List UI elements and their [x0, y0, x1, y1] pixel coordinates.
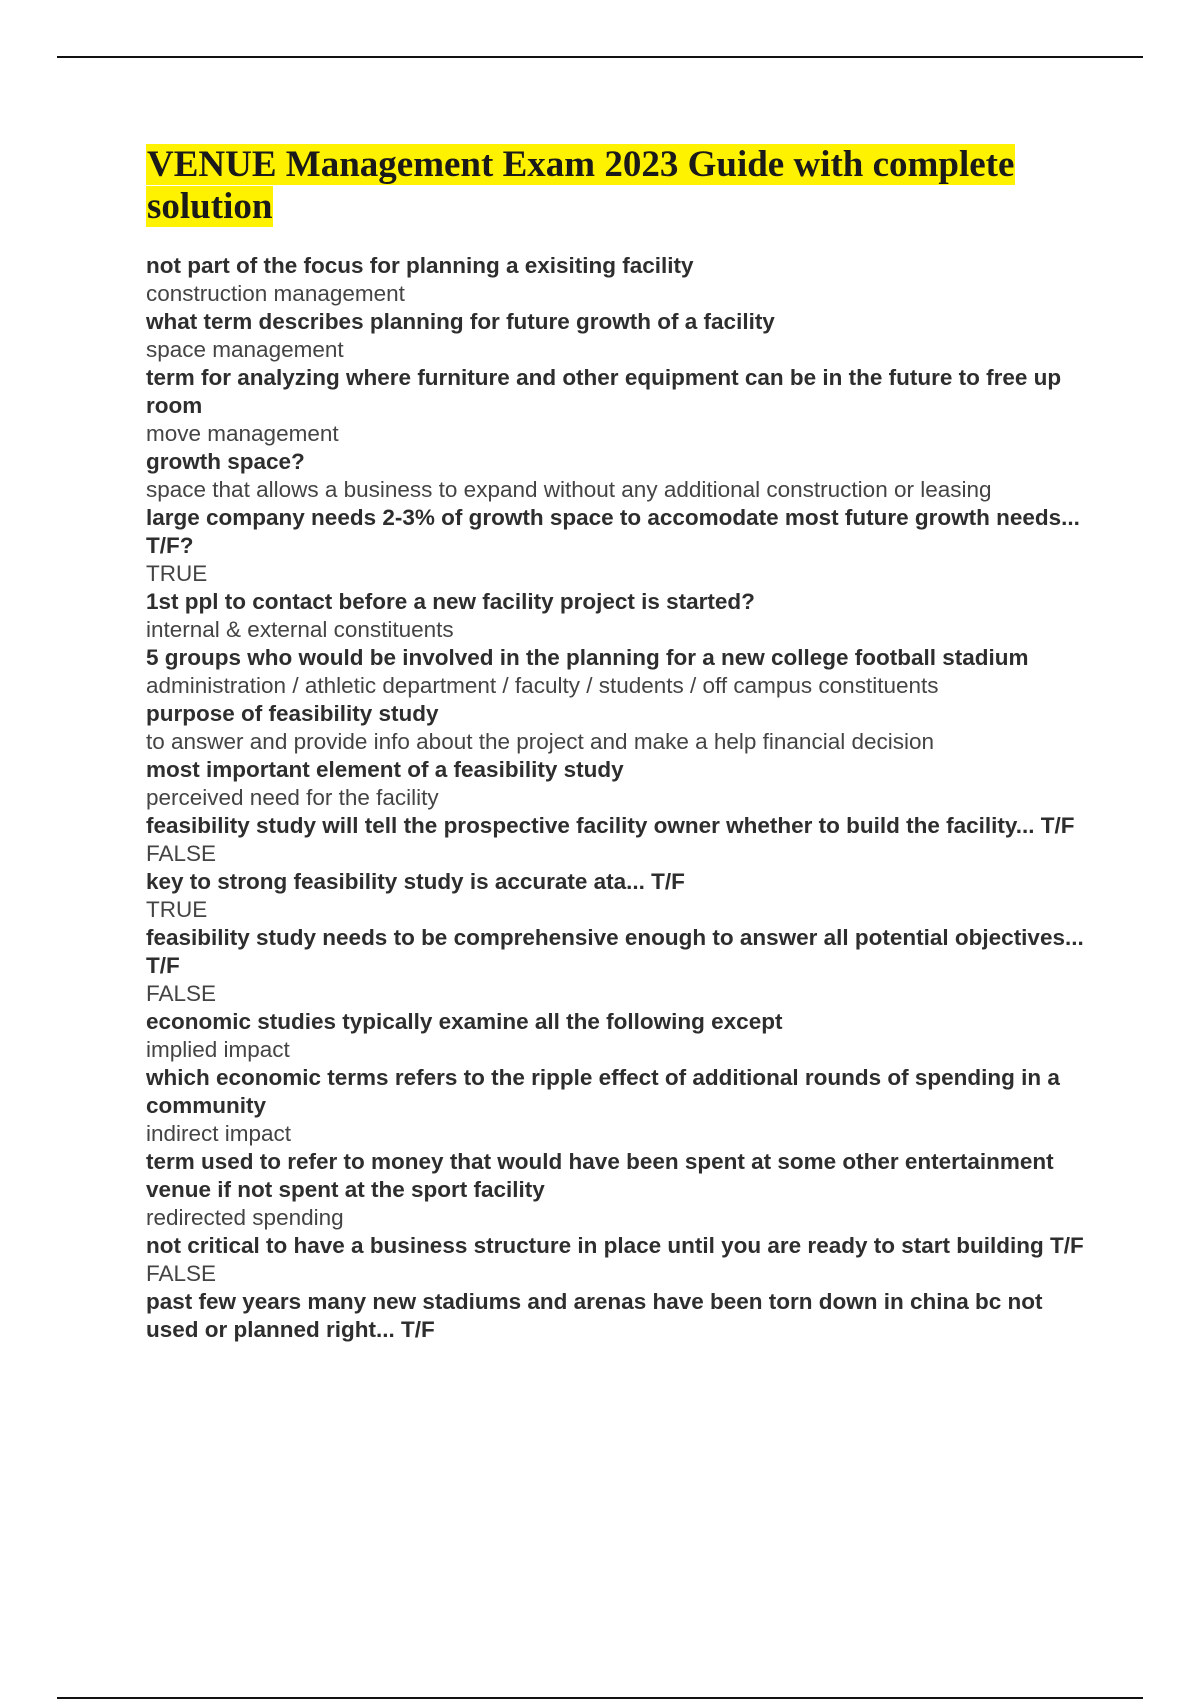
answer-text: TRUE	[146, 561, 208, 586]
qa-item	[146, 364, 1096, 448]
qa-item	[146, 700, 1096, 756]
question-text: term used to refer to money that would have been spent at some other entertainment venue if not spent at the sport facility	[146, 1149, 1054, 1202]
qa-item	[146, 588, 1096, 644]
question-text: purpose of feasibility study	[146, 701, 439, 726]
qa-item	[146, 504, 1096, 588]
qa-item	[146, 924, 1096, 1008]
question-text: what term describes planning for future growth of a facility	[146, 309, 775, 334]
answer-text: move management	[146, 421, 339, 446]
qa-item	[146, 644, 1096, 700]
question-text: which economic terms refers to the ripple effect of additional rounds of spending in a community	[146, 1065, 1060, 1118]
bottom-rule	[57, 1697, 1143, 1699]
question-text: feasibility study will tell the prospective facility owner whether to build the facility... T/F	[146, 813, 1075, 838]
document-title	[146, 144, 1096, 228]
qa-item	[146, 868, 1096, 924]
qa-item	[146, 252, 1096, 308]
question-text: 1st ppl to contact before a new facility project is started?	[146, 589, 755, 614]
qa-item	[146, 1232, 1096, 1288]
question-text: most important element of a feasibility study	[146, 757, 624, 782]
answer-text: implied impact	[146, 1037, 290, 1062]
question-text: not part of the focus for planning a exisiting facility	[146, 253, 694, 278]
qa-item	[146, 1148, 1096, 1232]
answer-text: to answer and provide info about the project and make a help financial decision	[146, 729, 935, 754]
qa-item	[146, 1064, 1096, 1148]
answer-text: FALSE	[146, 1261, 217, 1286]
qa-list	[146, 252, 1096, 1344]
answer-text: perceived need for the facility	[146, 785, 439, 810]
answer-text: FALSE	[146, 981, 217, 1006]
question-text: term for analyzing where furniture and other equipment can be in the future to free up room	[146, 365, 1062, 418]
qa-item	[146, 1008, 1096, 1064]
qa-item	[146, 812, 1096, 868]
question-text: feasibility study needs to be comprehensive enough to answer all potential objectives... T/F	[146, 925, 1084, 978]
answer-text: administration / athletic department / faculty / students / off campus constituents	[146, 673, 939, 698]
answer-text: space management	[146, 337, 344, 362]
question-text: past few years many new stadiums and arenas have been torn down in china bc not used or planned right... T/F	[146, 1289, 1043, 1342]
answer-text: indirect impact	[146, 1121, 292, 1146]
title-highlight: VENUE Management Exam 2023 Guide with complete solution	[147, 144, 1015, 227]
qa-item	[146, 1288, 1096, 1344]
qa-item	[146, 448, 1096, 504]
question-text: economic studies typically examine all the following except	[146, 1009, 783, 1034]
question-text: key to strong feasibility study is accurate ata... T/F	[146, 869, 685, 894]
document-body	[146, 144, 1096, 1344]
answer-text: FALSE	[146, 841, 217, 866]
qa-item	[146, 308, 1096, 364]
answer-text: space that allows a business to expand without any additional construction or leasing	[146, 477, 992, 502]
question-text: large company needs 2-3% of growth space to accomodate most future growth needs... T/F?	[146, 505, 1080, 558]
answer-text: redirected spending	[146, 1205, 344, 1230]
qa-item	[146, 756, 1096, 812]
answer-text: TRUE	[146, 897, 208, 922]
question-text: 5 groups who would be involved in the planning for a new college football stadium	[146, 645, 1029, 670]
top-rule	[57, 56, 1143, 58]
question-text: growth space?	[146, 449, 305, 474]
answer-text: construction management	[146, 281, 405, 306]
question-text: not critical to have a business structure in place until you are ready to start building T/F	[146, 1233, 1084, 1258]
answer-text: internal & external constituents	[146, 617, 454, 642]
